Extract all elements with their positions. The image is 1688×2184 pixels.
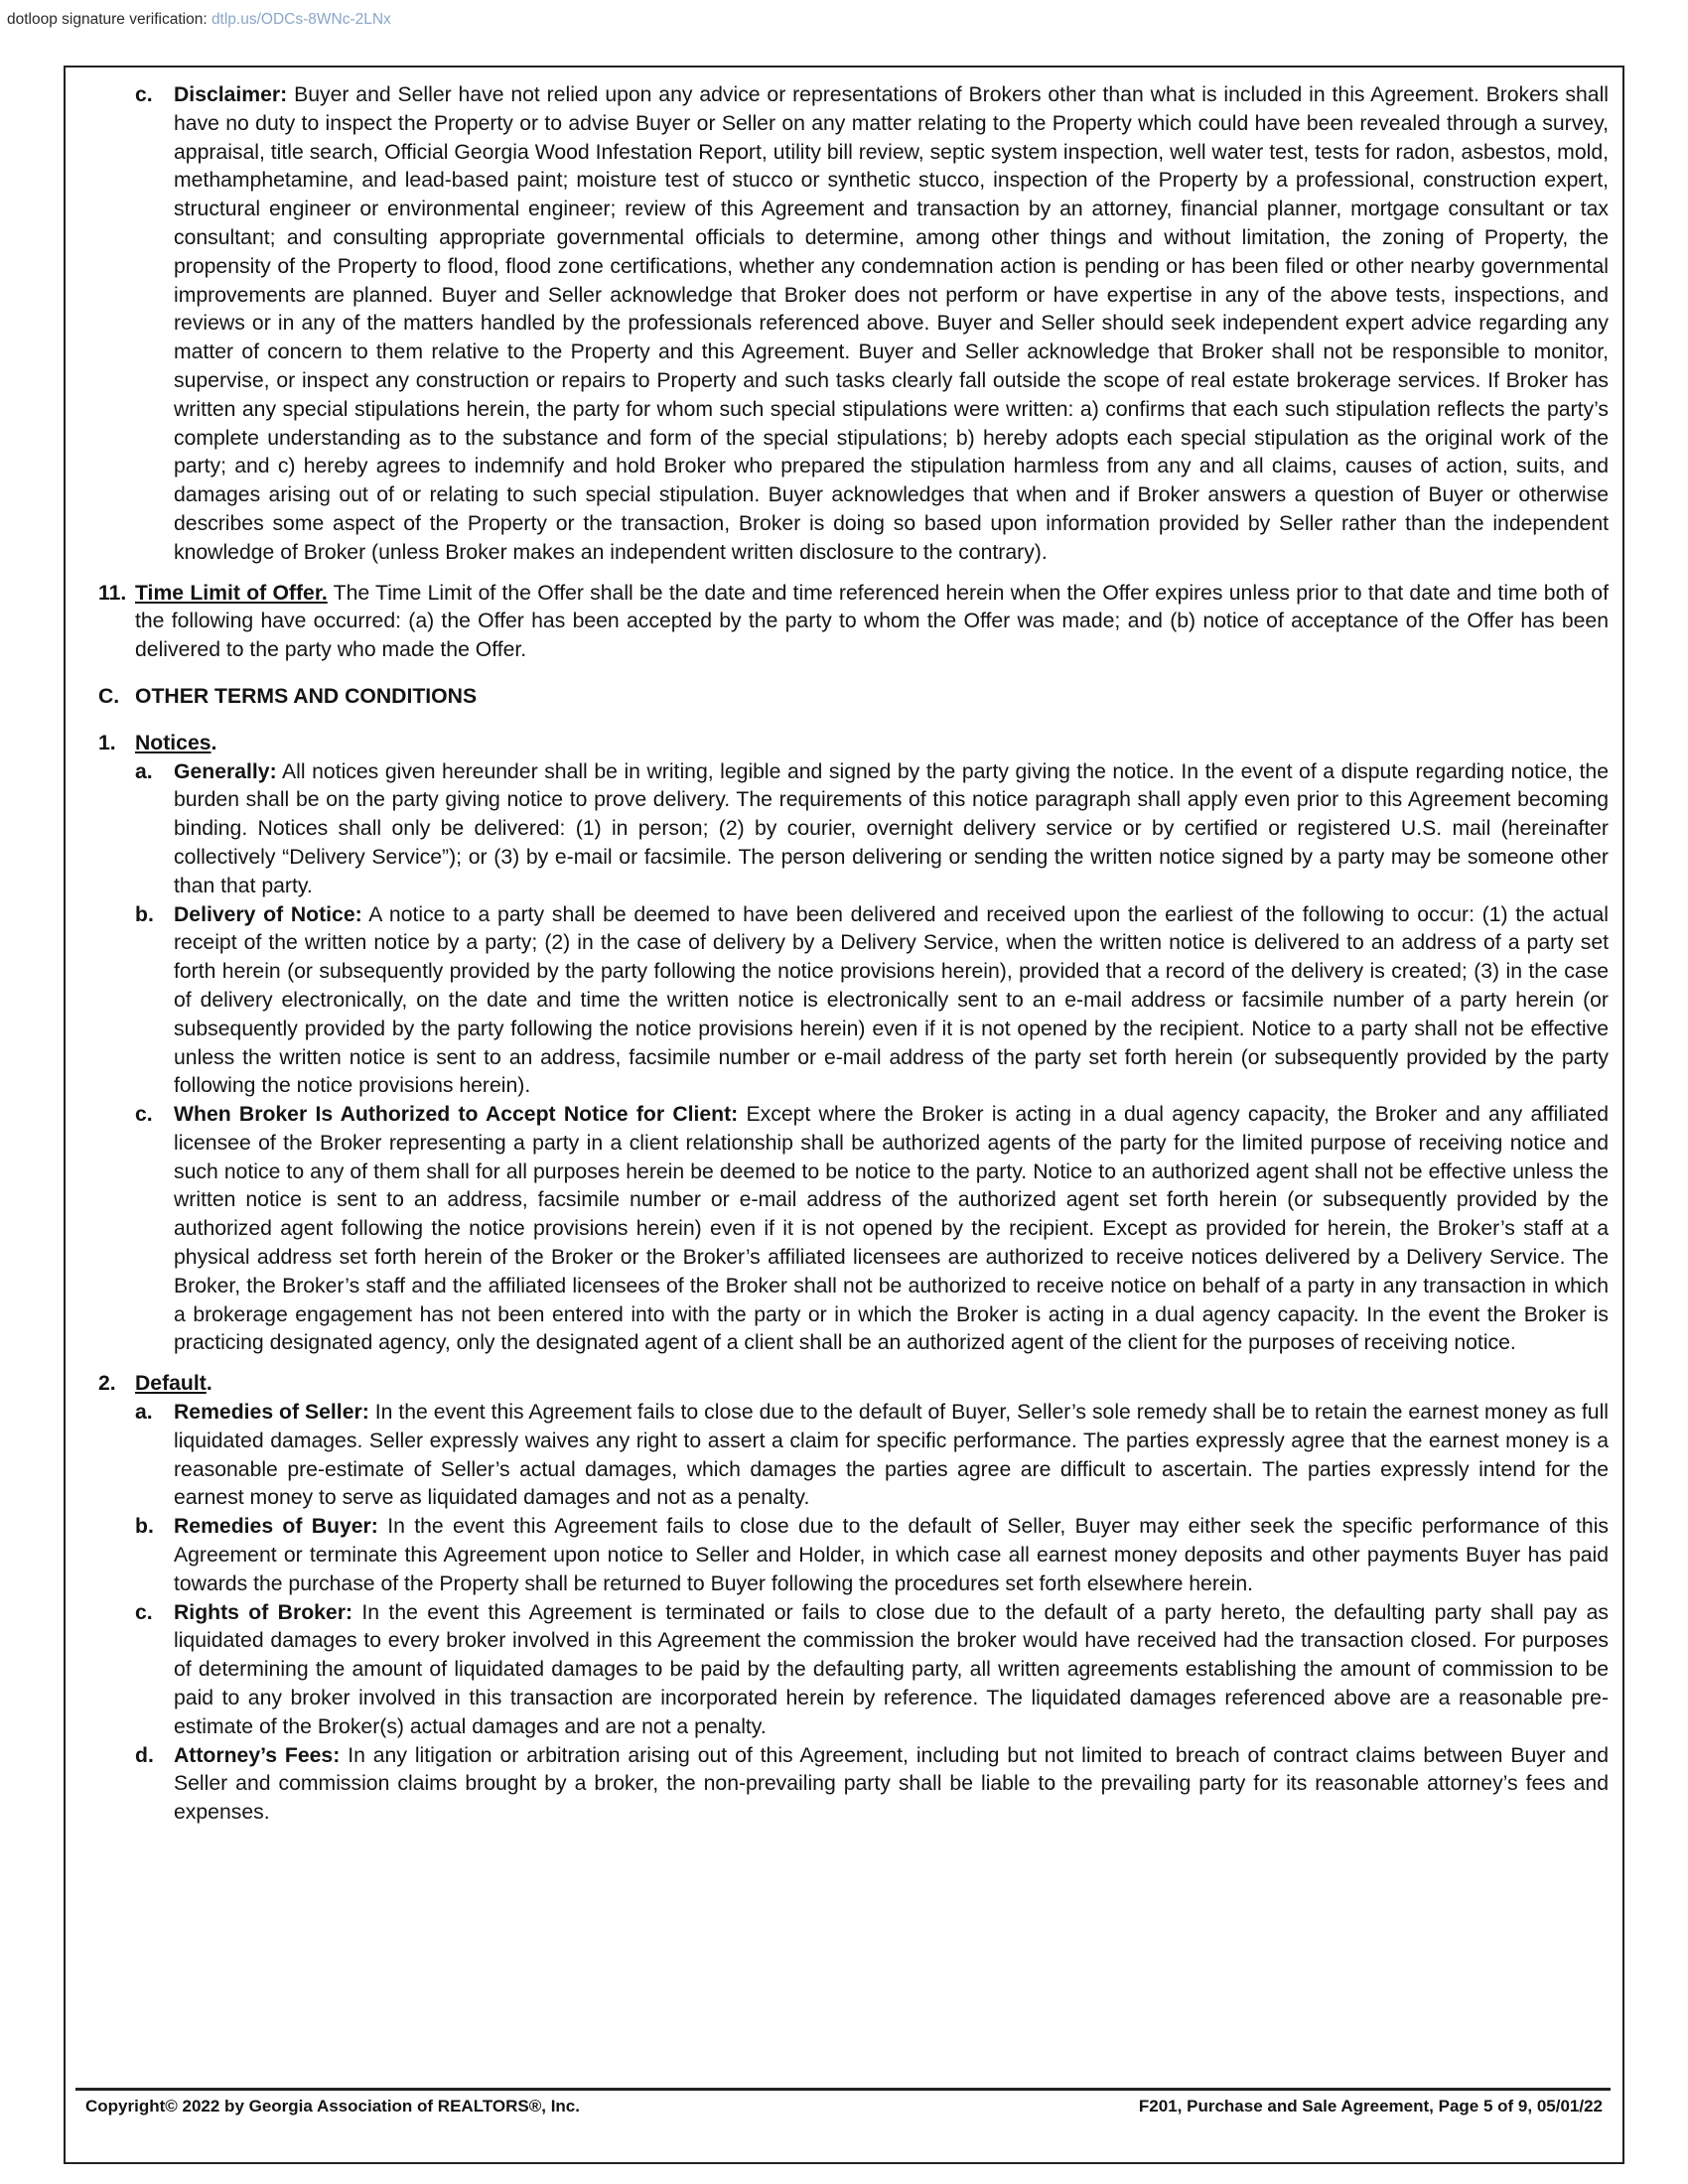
item-marker: c.: [135, 1600, 153, 1624]
verification-label: dotloop signature verification:: [7, 11, 208, 28]
attorney-fees-text: In any litigation or arbitration arising out of this Agreement, including but not limited to breach of contract claims between Buyer and Seller and commission claims brought by a broker, the non-prevailing party shall be liable to the prevailing party for its reasonable attorney’s fees and expenses.: [174, 1743, 1609, 1825]
item-number: 2.: [98, 1372, 116, 1396]
footer-divider: [75, 2088, 1611, 2091]
section-heading: [98, 683, 1609, 712]
remedies-seller-text: In the event this Agreement fails to close due to the default of Buyer, Seller’s sole remedy shall be to retain the earnest money as full liquidated damages. Seller expressly waives any right to assert a claim for specific performance. The parties expressly agree that the earnest money is a reasonable pre-estimate of Seller’s actual damages, which damages the parties agree are difficult to ascertain. The parties expressly intend for the earnest money to serve as liquidated damages and not as a penalty.: [174, 1401, 1609, 1510]
default-title: Default: [135, 1372, 207, 1396]
notices-heading: 1. Notices.: [98, 730, 1609, 758]
item-marker: b.: [135, 902, 154, 926]
item-marker: c.: [135, 83, 153, 106]
broker-authorized-text: Except where the Broker is acting in a dual agency capacity, the Broker and any affiliated licensee of the Broker representing a party in a client relationship shall be authorized agents of the party for the limited purpose of receiving notice and such notice to any of them shall for all purposes herein be deemed to be notice to the party. Notice to an authorized agent shall not be effective unless the written notice is sent to an address, facsimile number or e-mail address of the authorized agent set forth herein (or subsequently provided by the authorized agent following the notice provisions herein) even if it is not opened by the recipient. Except as provided for herein, the Broker’s staff at a physical address set forth herein of the Broker or the Broker’s affiliated licensees are authorized to receive notices delivered by a Delivery Service. The Broker, the Broker’s staff and the affiliated licensees of the Broker shall not be authorized to receive notice on behalf of a party in any transaction in which a brokerage engagement has not been entered into with the party or in which the Broker is acting in a dual agency capacity. In the event the Broker is practicing designated agency, only the designated agent of a client shall be an authorized agent of the client for the purposes of receiving notice.: [174, 1103, 1609, 1355]
remedies-buyer-heading: Remedies of Buyer:: [174, 1515, 378, 1539]
time-limit-text: The Time Limit of the Offer shall be the date and time referenced herein when the Offer expires unless prior to that date and time both of the following have occurred: (a) the Offer has been accepted by the party to whom the Offer was made; and (b) notice of acceptance of the Offer has been delivered to the party who made the Offer.: [135, 581, 1609, 662]
generally-heading: Generally:: [174, 759, 277, 783]
item-marker: c.: [135, 1103, 153, 1127]
item-marker: a.: [135, 1401, 153, 1425]
attorney-fees-heading: Attorney’s Fees:: [174, 1743, 341, 1767]
default-attorney-fees: [98, 1742, 1609, 1828]
default-remedies-seller: [98, 1399, 1609, 1513]
notices-generally: [98, 758, 1609, 901]
generally-text: All notices given hereunder shall be in writing, legible and signed by the party giving the notice. In the event of a dispute regarding notice, the burden shall be on the party giving notice to prove delivery. The requirements of this notice paragraph shall apply even prior to this Agreement becoming binding. Notices shall only be delivered: (1) in person; (2) by courier, overnight delivery service or by certified or registered U.S. mail (hereinafter collectively “Delivery Service”); or (3) by e-mail or facsimile. The person delivering or sending the written notice signed by a party may be someone other than that party.: [174, 759, 1609, 897]
notices-broker-authorized: [98, 1101, 1609, 1358]
signature-verification: [7, 11, 391, 29]
disclaimer-heading: Disclaimer:: [174, 83, 288, 106]
rights-broker-text: In the event this Agreement is terminated or fails to close due to the default of a party hereto, the defaulting party shall pay as liquidated damages to every broker involved in this Agreement the commission the broker would have received had the transaction closed. For purposes of determining the amount of liquidated damages to be paid by the defaulting party, all written agreements establishing the amount of commission to be paid to any broker involved in this transaction are incorporated herein by reference. The liquidated damages referenced above are a reasonable pre-estimate of the Broker(s) actual damages and are not a penalty.: [174, 1600, 1609, 1738]
item-number: 11.: [98, 581, 127, 605]
item-marker: a.: [135, 759, 153, 783]
remedies-seller-heading: Remedies of Seller:: [174, 1401, 369, 1425]
default-rights-broker: [98, 1599, 1609, 1742]
item-marker: d.: [135, 1743, 154, 1767]
remedies-buyer-text: In the event this Agreement fails to close due to the default of Seller, Buyer may either seek the specific performance of this Agreement or terminate this Agreement upon notice to Seller and Holder, in which case all earnest money deposits and other payments Buyer has paid towards the purchase of the Property shall be returned to Buyer following the procedures set forth elsewhere herein.: [174, 1515, 1609, 1595]
form-page-info: F201, Purchase and Sale Agreement, Page 5 of 9, 05/01/22: [1138, 2097, 1603, 2116]
verification-link[interactable]: dtlp.us/ODCs-8WNc-2LNx: [211, 11, 391, 28]
disclaimer-paragraph: [98, 81, 1609, 568]
delivery-heading: Delivery of Notice:: [174, 902, 362, 926]
delivery-text: A notice to a party shall be deemed to have been delivered and received upon the earliest of the following to occur: (1) the actual receipt of the written notice by a party; (2) in the case of delivery by a Delivery Service, when the written notice is delivered to an address of a party set forth herein (or subsequently provided by the party following the notice provisions herein), provided that a record of the delivery is created; (3) in the case of delivery electronically, on the date and time the written notice is electronically sent to an e-mail address or facsimile number of a party herein (or subsequently provided by the party following the notice provisions herein) even if it is not opened by the recipient. Notice to a party shall not be effective unless the written notice is sent to an address, facsimile number or e-mail address of the party set forth herein (or subsequently provided by the party following the notice provisions herein).: [174, 902, 1609, 1098]
notices-title: Notices: [135, 731, 211, 754]
notices-delivery: [98, 901, 1609, 1102]
copyright-notice: Copyright© 2022 by Georgia Association of REALTORS®, Inc.: [85, 2097, 580, 2116]
default-remedies-buyer: [98, 1513, 1609, 1598]
rights-broker-heading: Rights of Broker:: [174, 1600, 353, 1624]
time-limit-heading: Time Limit of Offer.: [135, 581, 328, 605]
default-heading: 2. Default.: [98, 1370, 1609, 1399]
section-title: OTHER TERMS AND CONDITIONS: [135, 684, 478, 708]
section-marker: C.: [98, 684, 120, 708]
broker-authorized-heading: When Broker Is Authorized to Accept Notice for Client:: [174, 1103, 739, 1127]
item-number: 1.: [98, 731, 116, 754]
disclaimer-text: Buyer and Seller have not relied upon any advice or representations of Brokers other than what is included in this Agreement. Brokers shall have no duty to inspect the Property or to advise Buyer or Seller on any matter relating to the Property which could have been revealed through a survey, appraisal, title search, Official Georgia Wood Infestation Report, utility bill review, septic system inspection, well water test, tests for radon, asbestos, mold, methamphetamine, and lead-based paint; moisture test of stucco or synthetic stucco, inspection of the Property by a professional, construction expert, structural engineer or environmental engineer; review of this Agreement and transaction by an attorney, financial planner, mortgage consultant or tax consultant; and consulting appropriate governmental officials to determine, among other things and without limitation, the zoning of Property, the propensity of the Property to flood, flood zone certifications, whether any condemnation action is pending or has been filed or other nearby governmental improvements are planned. Buyer and Seller acknowledge that Broker does not perform or have expertise in any of the above tests, inspections, and reviews or in any of the matters handled by the professionals referenced above. Buyer and Seller should seek independent expert advice regarding any matter of concern to them relative to the Property and this Agreement. Buyer and Seller acknowledge that Broker shall not be responsible to monitor, supervise, or inspect any construction or repairs to Property and such tasks clearly fall outside the scope of real estate brokerage services. If Broker has written any special stipulations herein, the party for whom such special stipulations were written: a) confirms that each such stipulation reflects the party’s complete understanding as to the substance and form of the special stipulations; b) hereby adopts each special stipulation as the original work of the party; and c) hereby agrees to indemnify and hold Broker who prepared the stipulation harmless from any and all claims, causes of action, suits, and damages arising out of or relating to such special stipulation. Buyer acknowledges that when and if Broker answers a question of Buyer or otherwise describes some aspect of the Property or the transaction, Broker is doing so based upon information provided by Seller rather than the independent knowledge of Broker (unless Broker makes an independent written disclosure to the contrary).: [174, 83, 1609, 564]
item-marker: b.: [135, 1515, 154, 1539]
time-limit-paragraph: [98, 580, 1609, 665]
document-body: [98, 81, 1609, 1828]
